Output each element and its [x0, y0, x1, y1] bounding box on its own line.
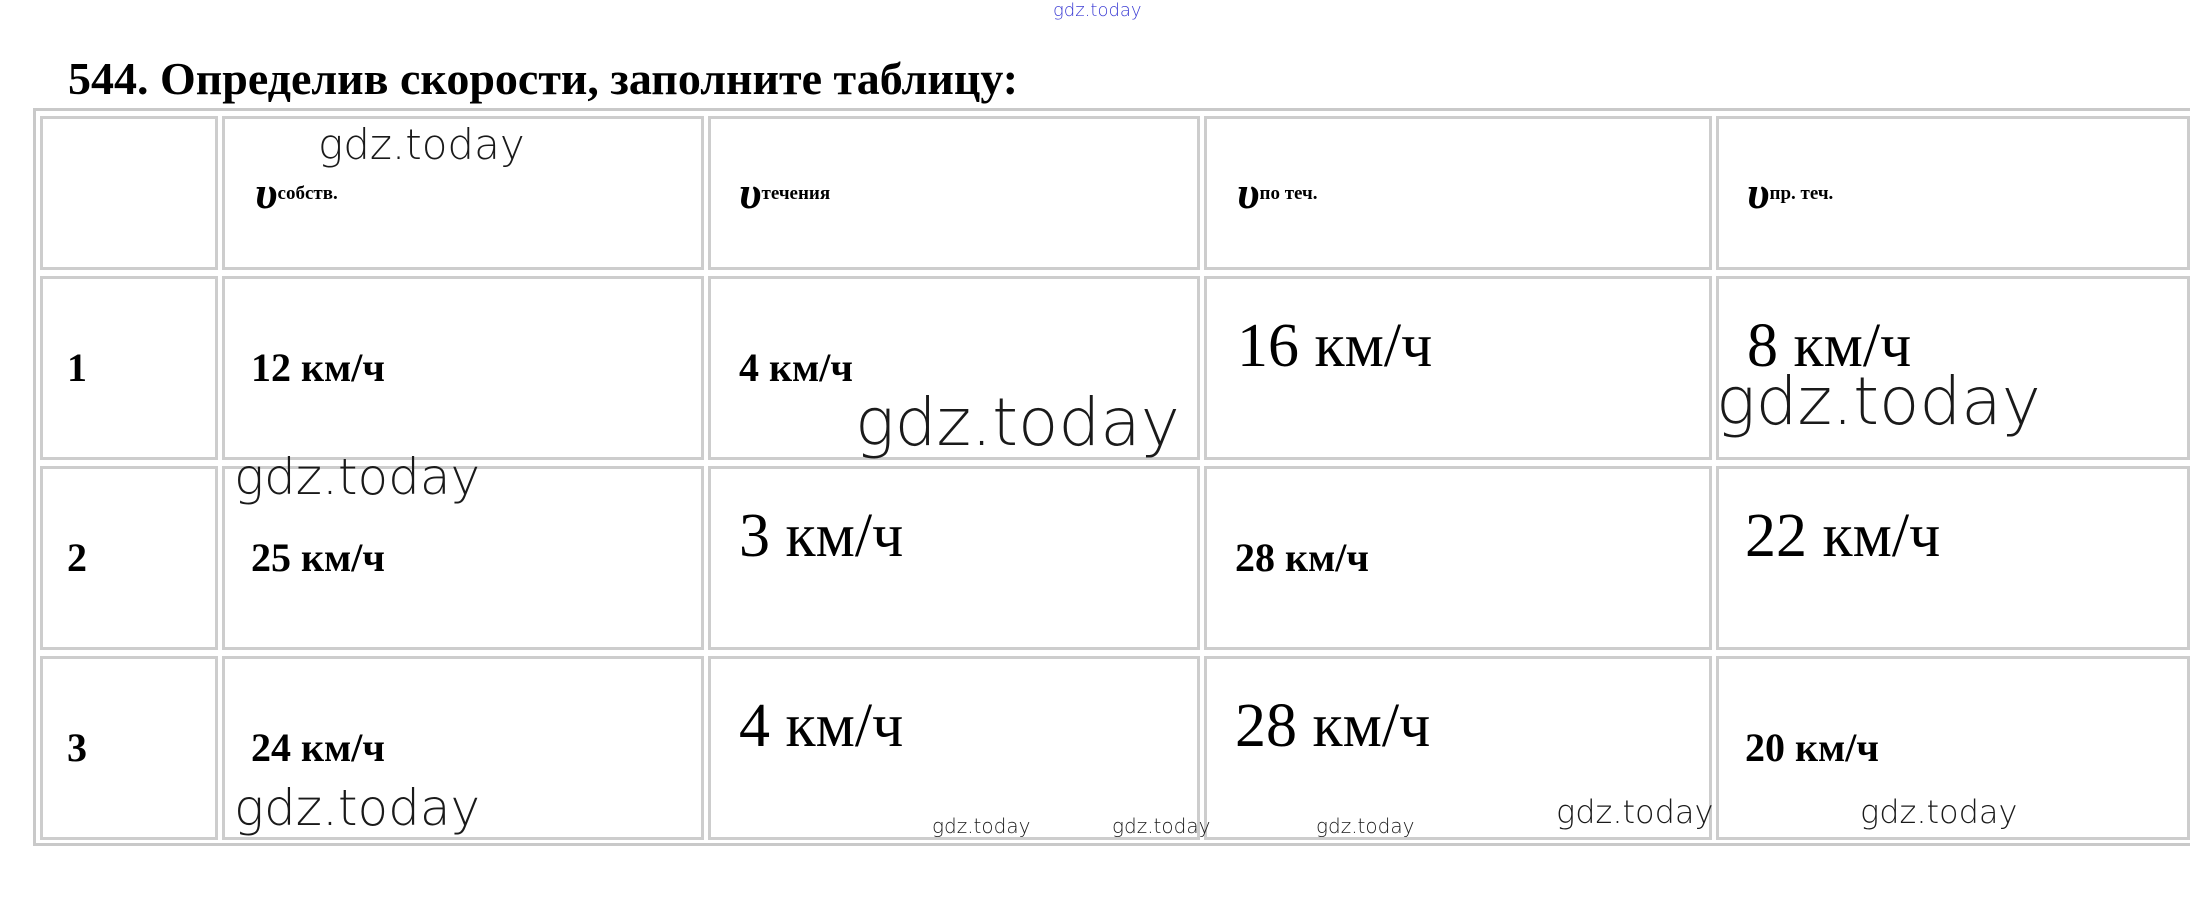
header-downstream-speed-subscript: по теч.	[1259, 182, 1318, 204]
row-2-number: 2	[40, 466, 218, 650]
row-1-own-speed: 12 км/ч	[222, 276, 704, 460]
header-upstream-speed-subscript: пр. теч.	[1769, 182, 1834, 204]
header-current-speed-symbol: υ	[739, 167, 762, 218]
header-downstream-speed	[1204, 116, 1712, 270]
row-2-current-speed: 3 км/ч	[708, 466, 1200, 650]
header-current-speed	[708, 116, 1200, 270]
watermark-7: gdz.today	[1112, 814, 1211, 838]
watermark-6: gdz.today	[932, 814, 1031, 838]
row-3-current-speed: 4 км/ч	[708, 656, 1200, 840]
row-2-downstream-speed: 28 км/ч	[1204, 466, 1712, 650]
exercise-title: 544. Определив скорости, заполните таблицу:	[68, 53, 1019, 104]
row-1-downstream-speed: 16 км/ч	[1204, 276, 1712, 460]
row-3-downstream-speed: 28 км/ч	[1204, 656, 1712, 840]
row-3-number: 3	[40, 656, 218, 840]
watermark-2: gdz.today	[855, 384, 1180, 461]
row-1-upstream-speed: 8 км/ч	[1716, 276, 2190, 460]
row-3-own-speed: 24 км/ч	[222, 656, 704, 840]
header-upstream-speed-symbol: υ	[1747, 167, 1770, 218]
header-own-speed-subscript: собств.	[277, 182, 338, 204]
row-1-current-speed: 4 км/ч	[708, 276, 1200, 460]
header-upstream-speed	[1716, 116, 2190, 270]
header-current-speed-subscript: течения	[761, 182, 831, 204]
row-2-upstream-speed: 22 км/ч	[1716, 466, 2190, 650]
row-3-upstream-speed: 20 км/ч	[1716, 656, 2190, 840]
watermark-9: gdz.today	[1556, 793, 1714, 831]
header-own-speed-symbol: υ	[255, 167, 278, 218]
watermark-1: gdz.today	[318, 120, 525, 169]
watermark-4: gdz.today	[234, 448, 481, 506]
header-corner-cell	[40, 116, 218, 270]
watermark-10: gdz.today	[1860, 793, 2018, 831]
watermark-3: gdz.today	[1716, 363, 2041, 440]
watermark-top: gdz.today	[1053, 0, 1142, 21]
row-1-number: 1	[40, 276, 218, 460]
row-2-own-speed: 25 км/ч	[222, 466, 704, 650]
watermark-5: gdz.today	[234, 779, 481, 837]
watermark-8: gdz.today	[1316, 814, 1415, 838]
header-downstream-speed-symbol: υ	[1237, 167, 1260, 218]
